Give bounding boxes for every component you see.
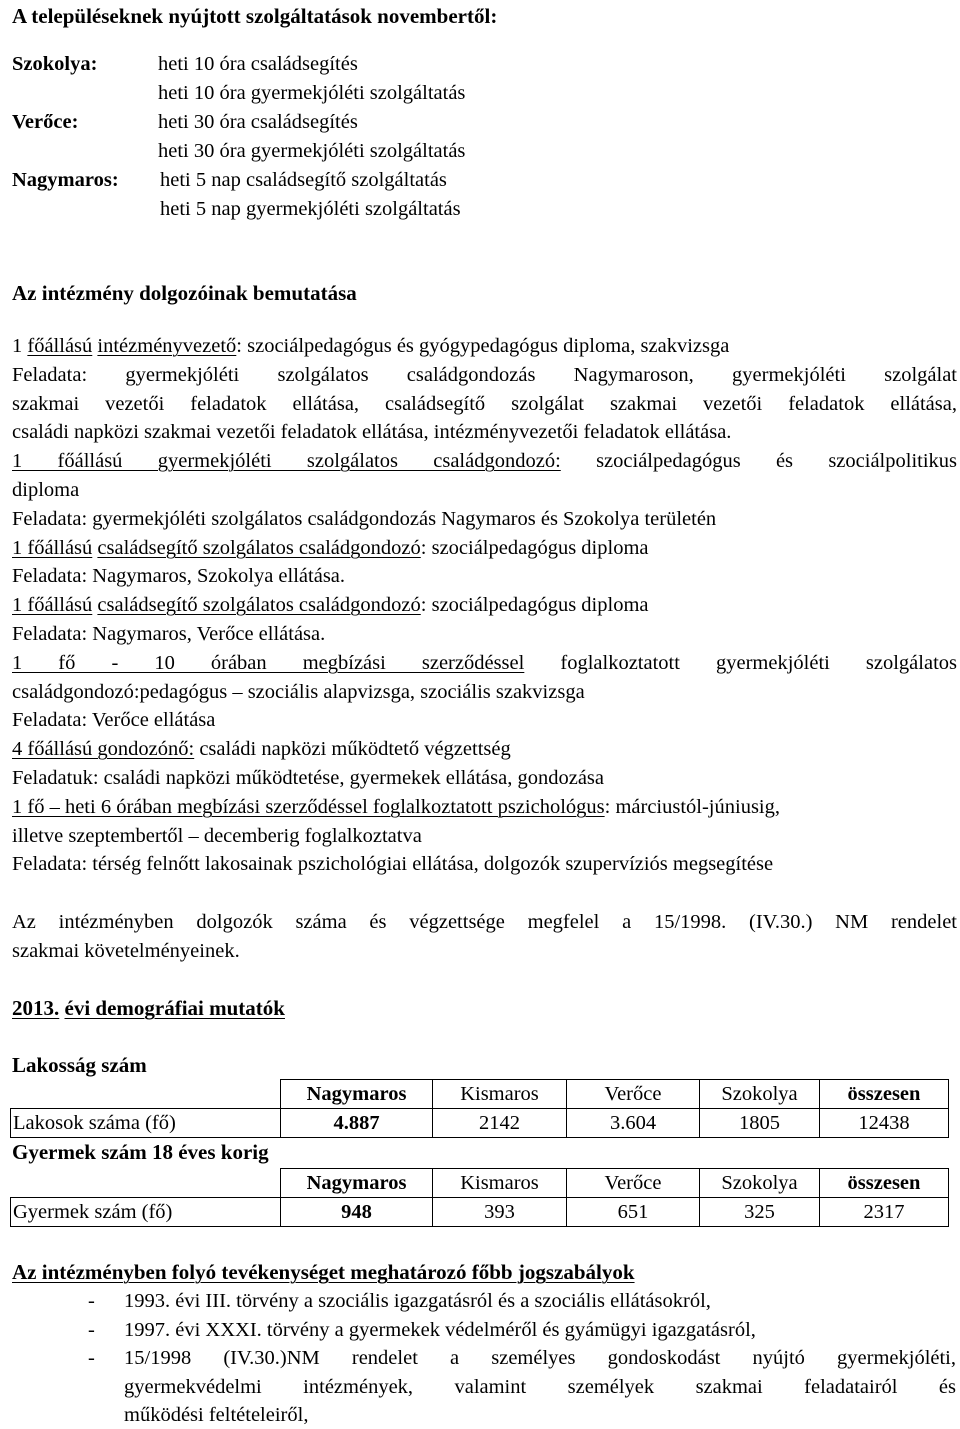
paragraph-line: Feladata: Verőce ellátása (12, 709, 216, 731)
text: 1 főállású gyermekjóléti szolgálatos családgondozó: (12, 450, 561, 472)
text: : márciustól-júniusig, (604, 796, 780, 818)
paragraph-line: szakmai vezetői feladatok ellátása, családsegítő szolgálat szakmai vezetői feladatok ellátása, (12, 393, 957, 415)
paragraph-line: Feladata: Nagymaros, Szokolya ellátása. (12, 565, 346, 587)
text: családsegítő szolgálatos családgondozó (97, 537, 421, 559)
table-cell: 3.604 (567, 1109, 700, 1138)
list-item-continuation: gyermekvédelmi intézmények, valamint személyek szakmai feladatairól és (124, 1376, 956, 1398)
row-label: Lakosok száma (fő) (11, 1109, 281, 1138)
text: szociálpedagógus és szociálpolitikus (596, 450, 958, 472)
paragraph-line: családgondozó:pedagógus – szociális alapvizsga, szociális szakvizsga (12, 681, 585, 703)
text: 1 főállású (12, 594, 93, 616)
text: 1 (12, 335, 23, 357)
table-cell: 325 (700, 1198, 820, 1227)
text: főállású (27, 335, 93, 357)
text: családsegítő szolgálatos családgondozó (97, 594, 421, 616)
paragraph-line: Feladata: térség felnőtt lakosainak pszichológiai ellátása, dolgozók szupervíziós megsegítése (12, 853, 774, 875)
table-cell: 948 (281, 1198, 433, 1227)
closing-line: szakmai követelményeinek. (12, 940, 240, 962)
row-label: Gyermek szám (fő) (11, 1198, 281, 1227)
text: családi napközi működtető végzettség (199, 738, 511, 760)
laws-title: Az intézményben folyó tevékenységet meghatározó főbb jogszabályok (12, 1260, 635, 1284)
population-table (10, 1079, 949, 1138)
table-row (11, 1198, 949, 1227)
paragraph-line: Feladata: Nagymaros, Verőce ellátása. (12, 623, 326, 645)
column-header: Verőce (567, 1169, 700, 1198)
staff-entry-family-support-2 (12, 591, 957, 619)
children-title: Gyermek szám 18 éves korig (12, 1140, 269, 1164)
service-label-nagymaros: Nagymaros: (12, 169, 119, 191)
demographics-title (12, 994, 957, 1022)
staff-title: Az intézmény dolgozóinak bemutatása (12, 281, 357, 305)
list-bullet: - (88, 1319, 95, 1341)
text: : szociálpedagógus diploma (420, 537, 649, 559)
paragraph-line: Feladatuk: családi napközi működtetése, gyermekek ellátása, gondozása (12, 767, 605, 789)
column-header: Szokolya (700, 1169, 820, 1198)
paragraph-line: családi napközi szakmai vezetői feladatok ellátása, intézményvezetői feladatok ellátása. (12, 421, 732, 443)
text: 4 főállású gondozónő: (12, 738, 195, 760)
table-header-row (11, 1169, 949, 1198)
column-header: Kismaros (433, 1080, 567, 1109)
services-title: A településeknek nyújtott szolgáltatások novembertől: (12, 4, 498, 28)
text: : szociálpedagógus diploma (420, 594, 649, 616)
list-item-continuation: működési feltételeiről, (124, 1404, 309, 1426)
staff-entry-director (12, 332, 957, 360)
paragraph-line: Feladata: gyermekjóléti szolgálatos családgondozás Nagymaroson, gyermekjóléti szolgálat (12, 364, 957, 386)
service-item: heti 5 nap családsegítő szolgáltatás (160, 169, 447, 191)
text: intézményvezető (97, 335, 237, 357)
text: foglalkoztatott gyermekjóléti szolgálatos (560, 652, 957, 674)
text: 1 fő - 10 órában megbízási szerződéssel (12, 652, 525, 674)
paragraph-line: illetve szeptembertől – decemberig foglalkoztatva (12, 825, 422, 847)
table-cell: 12438 (820, 1109, 949, 1138)
staff-entry-family-support-1 (12, 534, 957, 562)
staff-entry-contract-worker (12, 649, 957, 677)
text: 1 főállású (12, 537, 93, 559)
table-cell: 651 (567, 1198, 700, 1227)
list-item: 15/1998 (IV.30.)NM rendelet a személyes gondoskodást nyújtó gyermekjóléti, (124, 1347, 956, 1369)
service-item: heti 30 óra gyermekjóléti szolgáltatás (158, 140, 466, 162)
column-header: Kismaros (433, 1169, 567, 1198)
table-cell: 1805 (700, 1109, 820, 1138)
column-header: Nagymaros (281, 1169, 433, 1198)
service-item: heti 5 nap gyermekjóléti szolgáltatás (160, 198, 461, 220)
service-item: heti 30 óra családsegítés (158, 111, 358, 133)
text: : szociálpedagógus és gyógypedagógus diploma, szakvizsga (236, 335, 730, 357)
text: 1 fő – heti 6 órában megbízási szerződéssel foglalkoztatott pszichológus (12, 796, 605, 818)
table-cell (11, 1169, 281, 1198)
staff-entry-family-worker (12, 447, 957, 475)
column-header: összesen (820, 1169, 949, 1198)
staff-entry-psychologist (12, 793, 957, 821)
children-table (10, 1168, 949, 1227)
column-header: Szokolya (700, 1080, 820, 1109)
list-bullet: - (88, 1347, 95, 1369)
paragraph-line: diploma (12, 479, 80, 501)
list-item: 1993. évi III. törvény a szociális igazgatásról és a szociális ellátásokról, (124, 1290, 711, 1312)
column-header: Nagymaros (281, 1080, 433, 1109)
service-item: heti 10 óra gyermekjóléti szolgáltatás (158, 82, 466, 104)
service-label-veroce: Verőce: (12, 111, 79, 133)
column-header: Verőce (567, 1080, 700, 1109)
table-cell: 2142 (433, 1109, 567, 1138)
column-header: összesen (820, 1080, 949, 1109)
population-title: Lakosság szám (12, 1053, 147, 1077)
table-cell: 393 (433, 1198, 567, 1227)
text: 2013. (12, 996, 60, 1020)
text: évi demográfiai mutatók (64, 996, 285, 1020)
service-item: heti 10 óra családsegítés (158, 53, 358, 75)
table-cell: 2317 (820, 1198, 949, 1227)
list-item: 1997. évi XXXI. törvény a gyermekek védelméről és gyámügyi igazgatásról, (124, 1319, 756, 1341)
table-cell (11, 1080, 281, 1109)
closing-line: Az intézményben dolgozók száma és végzettsége megfelel a 15/1998. (IV.30.) NM rendelet (12, 911, 957, 933)
table-cell: 4.887 (281, 1109, 433, 1138)
staff-entry-caregivers (12, 735, 957, 763)
list-bullet: - (88, 1290, 95, 1312)
table-row (11, 1109, 949, 1138)
service-label-szokolya: Szokolya: (12, 53, 98, 75)
paragraph-line: Feladata: gyermekjóléti szolgálatos családgondozás Nagymaros és Szokolya területén (12, 508, 717, 530)
table-header-row (11, 1080, 949, 1109)
